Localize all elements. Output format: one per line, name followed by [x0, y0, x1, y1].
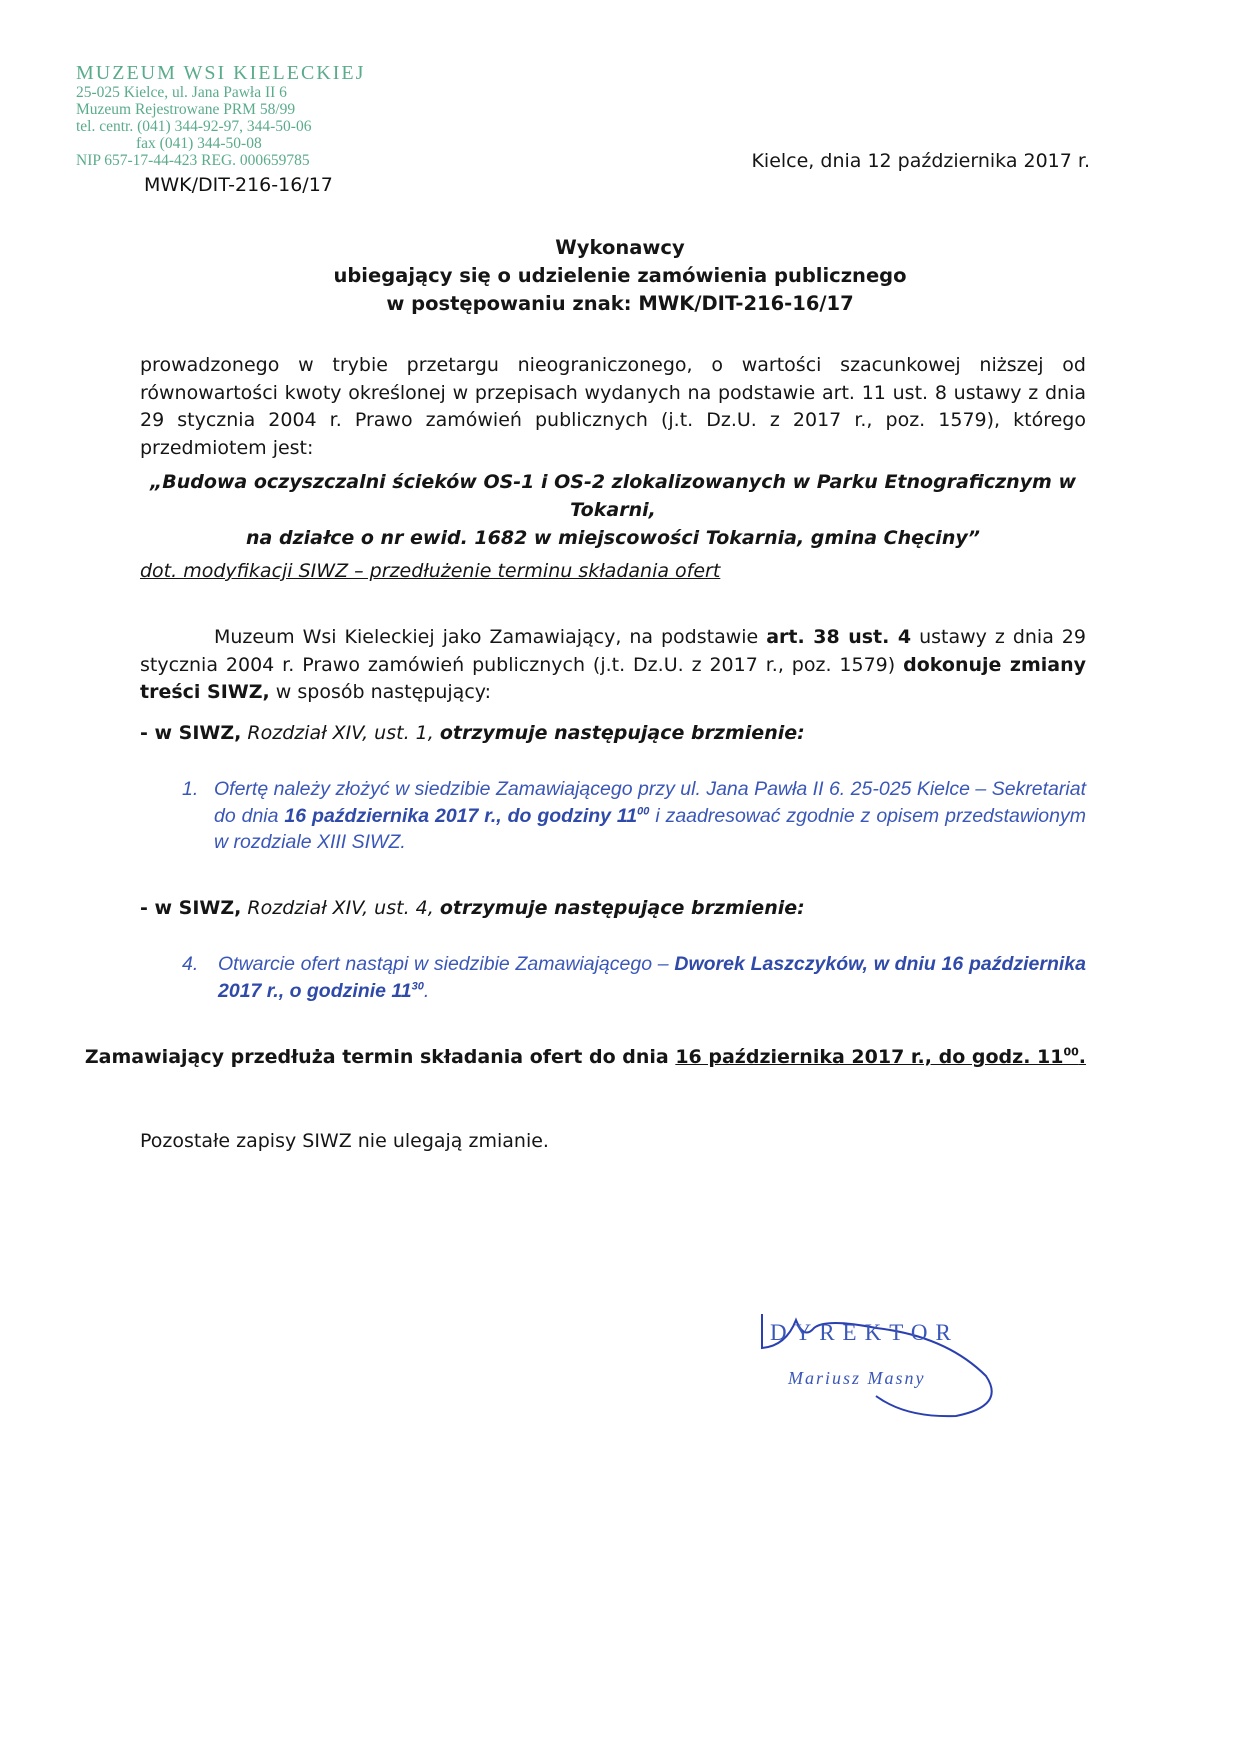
stamp-line: NIP 657-17-44-423 REG. 000659785	[76, 152, 310, 169]
procurement-subject	[140, 468, 1086, 552]
extension-deadline-text: 16 października 2017 r., do godz. 11	[675, 1046, 1064, 1068]
change-1-number: 1.	[182, 778, 199, 800]
date-line: Kielce, dnia 12 października 2017 r.	[751, 150, 1090, 172]
body-legal-basis: art. 38 ust. 4	[766, 626, 912, 648]
change-1-header	[140, 722, 805, 744]
extension-deadline	[675, 1046, 1086, 1068]
heading-line: w postępowaniu znak: MWK/DIT-216-16/17	[386, 292, 854, 315]
change-deadline	[284, 805, 649, 827]
signature-title: DYREKTOR	[770, 1320, 959, 1345]
stamp-line: tel. centr. (041) 344-92-97, 344-50-06	[76, 118, 312, 135]
change-1-text	[214, 776, 1086, 856]
body-action: dokonuje zmiany treści SIWZ,	[140, 653, 1086, 703]
opening-details-minutes: 30	[411, 980, 424, 992]
body-text: Muzeum Wsi Kieleckiej jako Zamawiający, na podstawie	[214, 626, 767, 648]
signature-name: Mariusz Masny	[788, 1368, 926, 1388]
stamp-line: 25-025 Kielce, ul. Jana Pawła II 6	[76, 84, 287, 101]
extension-statement	[85, 1046, 1086, 1068]
extension-text: Zamawiający przedłuża termin składania ofert do dnia	[84, 1046, 676, 1068]
director-signature	[756, 1306, 1016, 1426]
change-deadline-text: 16 października 2017 r., do godziny 11	[284, 804, 638, 827]
change-text: .	[423, 979, 430, 1002]
stamp-line: fax (041) 344-50-08	[136, 135, 262, 152]
subject-line: „Budowa oczyszczalni ścieków OS-1 i OS-2 zlokalizowanych w Parku Etnograficznym w Tokarni,	[149, 471, 1077, 521]
opening-details-text: Dworek Laszczyków, w dniu 16 października 2017 r., o godzinie 11	[218, 953, 1086, 1002]
change-text: i zaadresować zgodnie z opisem przedstawionym w rozdziale XIII SIWZ.	[214, 804, 1086, 853]
subject-line: na działce o nr ewid. 1682 w miejscowości Tokarnia, gmina Chęciny”	[246, 527, 980, 549]
change-2-text	[218, 951, 1086, 1004]
change-location: Rozdział XIV, ust. 1,	[241, 722, 440, 744]
regarding-line: dot. modyfikacji SIWZ – przedłużenie terminu składania ofert	[140, 560, 721, 582]
body-text: w sposób następujący:	[269, 681, 492, 703]
change-prefix: - w SIWZ,	[140, 722, 242, 744]
change-location: Rozdział XIV, ust. 4,	[241, 897, 440, 919]
extension-deadline-minutes: 00	[1063, 1045, 1079, 1059]
change-text: Ofertę należy złożyć w siedzibie Zamawiającego przy ul. Jana Pawła II 6. 25-025 Kielce – Sekretariat do dnia	[214, 778, 1086, 827]
institution-stamp	[76, 62, 376, 169]
change-2-number: 4.	[182, 953, 199, 975]
body-paragraph	[140, 624, 1086, 707]
closing-note: Pozostałe zapisy SIWZ nie ulegają zmianie.	[140, 1130, 549, 1152]
change-2-header	[140, 897, 805, 919]
change-prefix: - w SIWZ,	[140, 897, 242, 919]
stamp-line: Muzeum Rejestrowane PRM 58/99	[76, 101, 296, 118]
addressee-heading	[0, 234, 1240, 318]
body-text: ustawy z dnia 29 stycznia 2004 r. Prawo zamówień publicznych (j.t. Dz.U. z 2017 r., poz. 1579)	[140, 626, 1086, 676]
reference-number: MWK/DIT-216-16/17	[144, 174, 333, 196]
heading-line: ubiegający się o udzielenie zamówienia publicznego	[333, 264, 907, 287]
change-suffix: otrzymuje następujące brzmienie:	[439, 722, 805, 744]
extension-end: .	[1078, 1046, 1086, 1068]
change-deadline-minutes: 00	[637, 805, 650, 817]
change-text: Otwarcie ofert nastąpi w siedzibie Zamawiającego –	[218, 953, 675, 975]
change-suffix: otrzymuje następujące brzmienie:	[439, 897, 805, 919]
intro-paragraph: prowadzonego w trybie przetargu nieograniczonego, o wartości szacunkowej niższej od równowartości kwoty określonej w przepisach wydanych na podstawie art. 11 ust. 8 ustawy z dnia 29 stycznia 2004 r. Prawo zamówień publicznych (j.t. Dz.U. z 2017 r., poz. 1579), którego przedmiotem jest:	[140, 354, 1086, 459]
stamp-line: MUZEUM WSI KIELECKIEJ	[76, 62, 366, 84]
heading-line: Wykonawcy	[555, 236, 685, 259]
